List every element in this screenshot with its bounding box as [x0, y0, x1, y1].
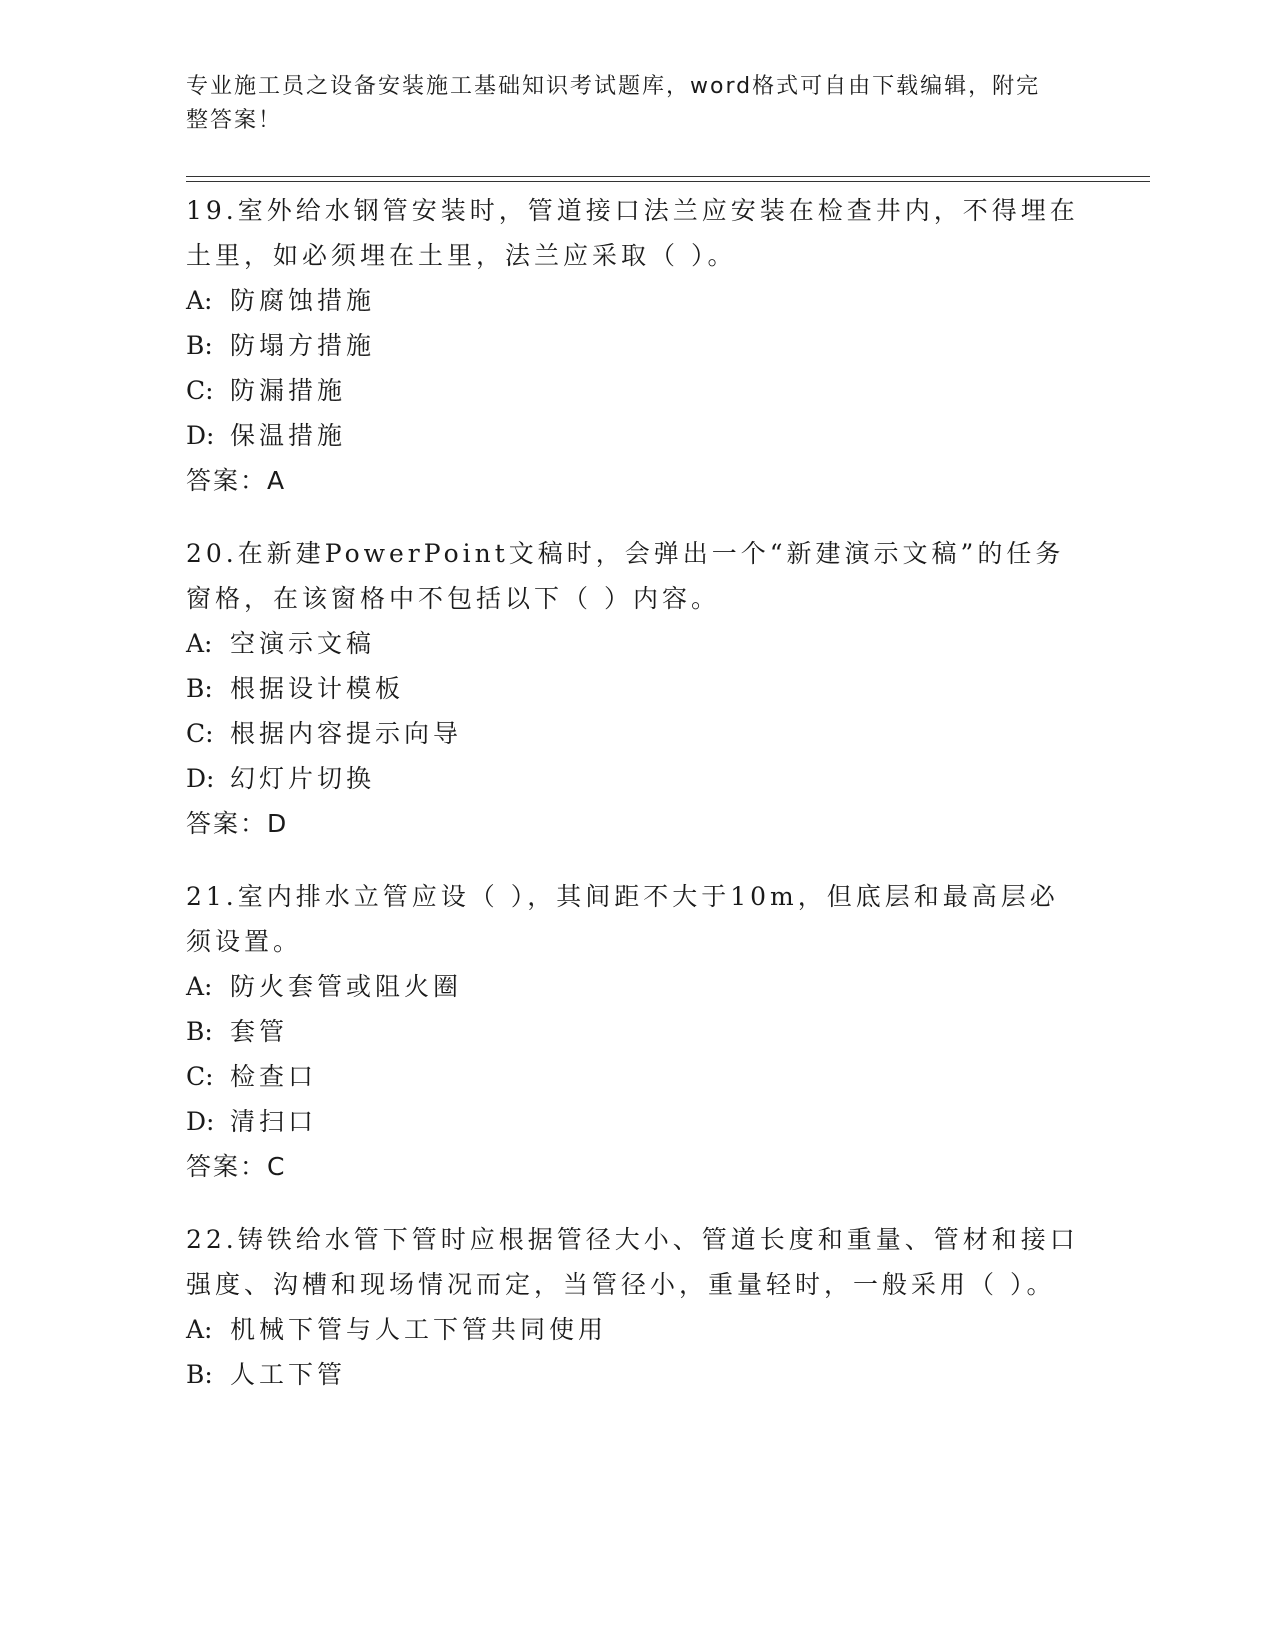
option-text: 机械下管与人工下管共同使用 — [230, 1315, 608, 1344]
header-rule-top — [186, 176, 1150, 177]
option-key: D: — [186, 1107, 215, 1136]
document-header — [186, 70, 1066, 138]
option-text: 防漏措施 — [230, 376, 347, 405]
header-rule-bottom — [186, 181, 1150, 182]
question-list — [186, 188, 1086, 1425]
option-c — [186, 368, 1086, 413]
option-d — [186, 1099, 1086, 1144]
option-d — [186, 413, 1086, 458]
option-text: 防塌方措施 — [230, 331, 376, 360]
answer-line: 答案：A — [186, 466, 287, 495]
option-a — [186, 1307, 1086, 1352]
option-b — [186, 666, 1086, 711]
option-key: C: — [186, 1062, 214, 1091]
option-text: 防火套管或阻火圈 — [230, 972, 463, 1001]
answer-line: 答案：C — [186, 1152, 287, 1181]
option-text: 幻灯片切换 — [230, 764, 376, 793]
option-text: 空演示文稿 — [230, 629, 376, 658]
question-20 — [186, 531, 1086, 846]
header-line-2: 整答案！ — [186, 108, 283, 133]
option-text: 检查口 — [230, 1062, 318, 1091]
option-key: B: — [186, 674, 213, 703]
option-key: B: — [186, 1017, 213, 1046]
option-text: 防腐蚀措施 — [230, 286, 376, 315]
option-b — [186, 1352, 1086, 1397]
option-key: D: — [186, 421, 215, 450]
option-c — [186, 1054, 1086, 1099]
question-21 — [186, 874, 1086, 1189]
option-a — [186, 964, 1086, 1009]
option-key: C: — [186, 376, 214, 405]
option-key: A: — [186, 972, 213, 1001]
question-stem: 20.在新建PowerPoint文稿时，会弹出一个“新建演示文稿”的任务窗格，在该窗格中不包括以下（ ）内容。 — [186, 539, 1065, 613]
option-c — [186, 711, 1086, 756]
option-key: A: — [186, 286, 213, 315]
option-key: C: — [186, 719, 214, 748]
header-line-1: 专业施工员之设备安装施工基础知识考试题库，word格式可自由下载编辑，附完 — [186, 74, 1041, 99]
question-stem: 21.室内排水立管应设（ ），其间距不大于10m，但底层和最高层必须设置。 — [186, 882, 1059, 956]
option-key: B: — [186, 331, 213, 360]
question-19 — [186, 188, 1086, 503]
option-key: D: — [186, 764, 215, 793]
option-a — [186, 278, 1086, 323]
option-text: 人工下管 — [230, 1360, 347, 1389]
option-a — [186, 621, 1086, 666]
option-text: 保温措施 — [230, 421, 347, 450]
option-key: A: — [186, 1315, 213, 1344]
option-b — [186, 323, 1086, 368]
option-text: 根据内容提示向导 — [230, 719, 463, 748]
option-key: A: — [186, 629, 213, 658]
question-stem: 19.室外给水钢管安装时，管道接口法兰应安装在检查井内，不得埋在土里，如必须埋在土里，法兰应采取（ ）。 — [186, 196, 1079, 270]
option-text: 清扫口 — [230, 1107, 318, 1136]
option-text: 套管 — [230, 1017, 289, 1046]
question-stem: 22.铸铁给水管下管时应根据管径大小、管道长度和重量、管材和接口强度、沟槽和现场情况而定，当管径小，重量轻时，一般采用（ ）。 — [186, 1225, 1079, 1299]
option-d — [186, 756, 1086, 801]
answer-line: 答案：D — [186, 809, 289, 838]
option-key: B: — [186, 1360, 213, 1389]
question-22 — [186, 1217, 1086, 1397]
option-text: 根据设计模板 — [230, 674, 405, 703]
option-b — [186, 1009, 1086, 1054]
